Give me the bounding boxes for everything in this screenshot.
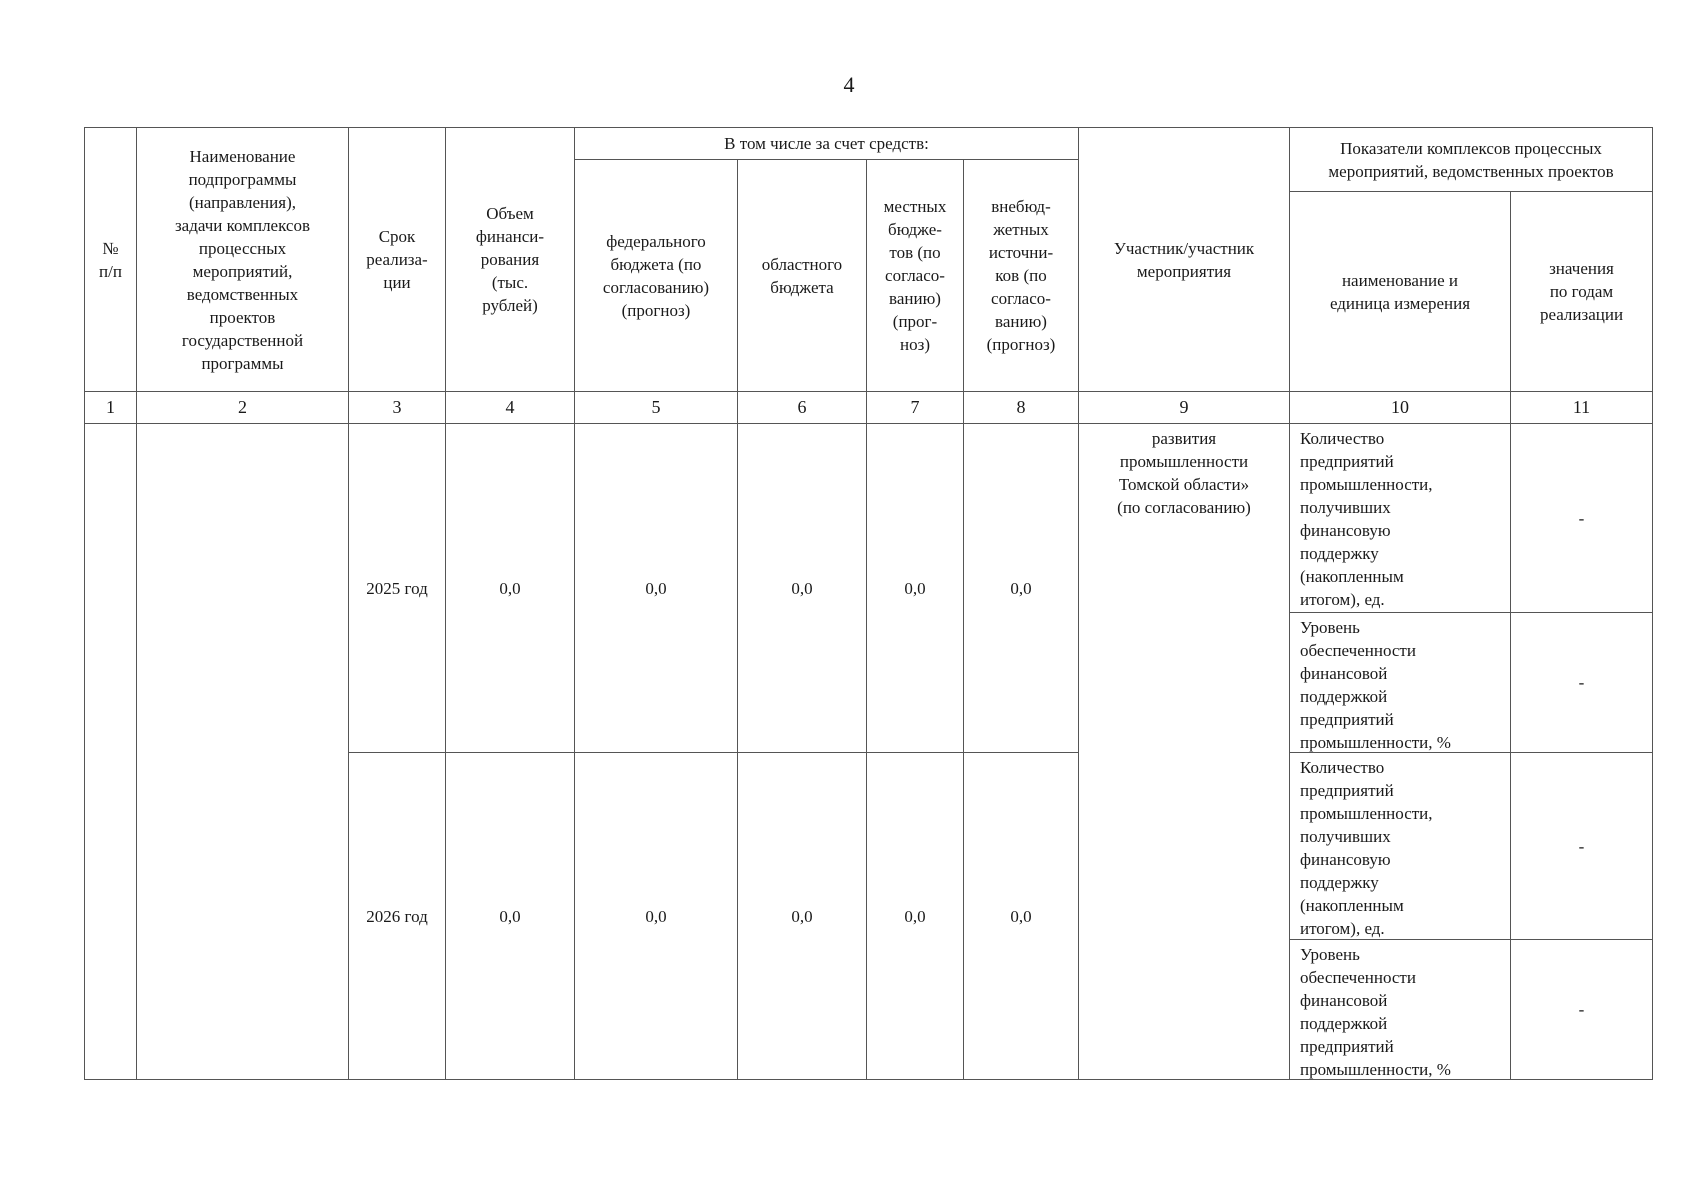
total-funding-cell: 0,0	[445, 752, 575, 1080]
column-number: 8	[963, 391, 1079, 424]
column-number: 2	[136, 391, 349, 424]
page-number: 4	[843, 72, 855, 97]
header-row-number: № п/п	[84, 127, 137, 392]
row-number-cell	[84, 423, 137, 1080]
local-budget-cell: 0,0	[866, 423, 964, 753]
header-participant: Участник/участник мероприятия	[1078, 127, 1290, 392]
header-subprogram-name: Наименование подпрограммы (направления), задачи комплексов процессных мероприятий, ведомственных проектов государственной программы	[136, 127, 349, 392]
indicator-value-cell: -	[1510, 423, 1653, 613]
local-budget-cell: 0,0	[866, 752, 964, 1080]
extrabudgetary-cell: 0,0	[963, 752, 1079, 1080]
header-federal-budget: федерального бюджета (по согласованию) (прогноз)	[574, 159, 738, 392]
column-number: 3	[348, 391, 446, 424]
column-number: 4	[445, 391, 575, 424]
regional-budget-cell: 0,0	[737, 423, 867, 753]
subprogram-name-cell	[136, 423, 349, 1080]
header-implementation-period: Срок реализа- ции	[348, 127, 446, 392]
header-local-budgets: местных бюдже- тов (по согласо- ванию) (прог- ноз)	[866, 159, 964, 392]
header-funding-volume: Объем финанси- рования (тыс. рублей)	[445, 127, 575, 392]
header-indicators-group: Показатели комплексов процессных мероприятий, ведомственных проектов	[1289, 127, 1653, 192]
header-regional-budget: областного бюджета	[737, 159, 867, 392]
federal-budget-cell: 0,0	[574, 423, 738, 753]
indicator-name-cell: Уровень обеспеченности финансовой поддержкой предприятий промышленности, %	[1289, 612, 1511, 753]
indicator-value-cell: -	[1510, 612, 1653, 753]
indicator-value-cell: -	[1510, 939, 1653, 1080]
header-extrabudgetary-sources: внебюд- жетных источни- ков (по согласо- ванию) (прогноз)	[963, 159, 1079, 392]
column-number: 5	[574, 391, 738, 424]
column-number: 1	[84, 391, 137, 424]
indicator-name-cell: Количество предприятий промышленности, получивших финансовую поддержку (накопленным итогом), ед.	[1289, 752, 1511, 940]
participant-cell: развития промышленности Томской области» (по согласованию)	[1078, 423, 1290, 1080]
year-cell: 2025 год	[348, 423, 446, 753]
year-cell: 2026 год	[348, 752, 446, 1080]
column-number: 10	[1289, 391, 1511, 424]
column-number: 9	[1078, 391, 1290, 424]
indicator-value-cell: -	[1510, 752, 1653, 940]
extrabudgetary-cell: 0,0	[963, 423, 1079, 753]
indicator-name-cell: Количество предприятий промышленности, получивших финансовую поддержку (накопленным итогом), ед.	[1289, 423, 1511, 613]
indicator-name-cell: Уровень обеспеченности финансовой поддержкой предприятий промышленности, %	[1289, 939, 1511, 1080]
column-number: 6	[737, 391, 867, 424]
federal-budget-cell: 0,0	[574, 752, 738, 1080]
header-indicator-values: значения по годам реализации	[1510, 191, 1653, 392]
column-number: 11	[1510, 391, 1653, 424]
header-indicator-name: наименование и единица измерения	[1289, 191, 1511, 392]
regional-budget-cell: 0,0	[737, 752, 867, 1080]
total-funding-cell: 0,0	[445, 423, 575, 753]
header-funding-group: В том числе за счет средств:	[574, 127, 1079, 160]
column-number: 7	[866, 391, 964, 424]
